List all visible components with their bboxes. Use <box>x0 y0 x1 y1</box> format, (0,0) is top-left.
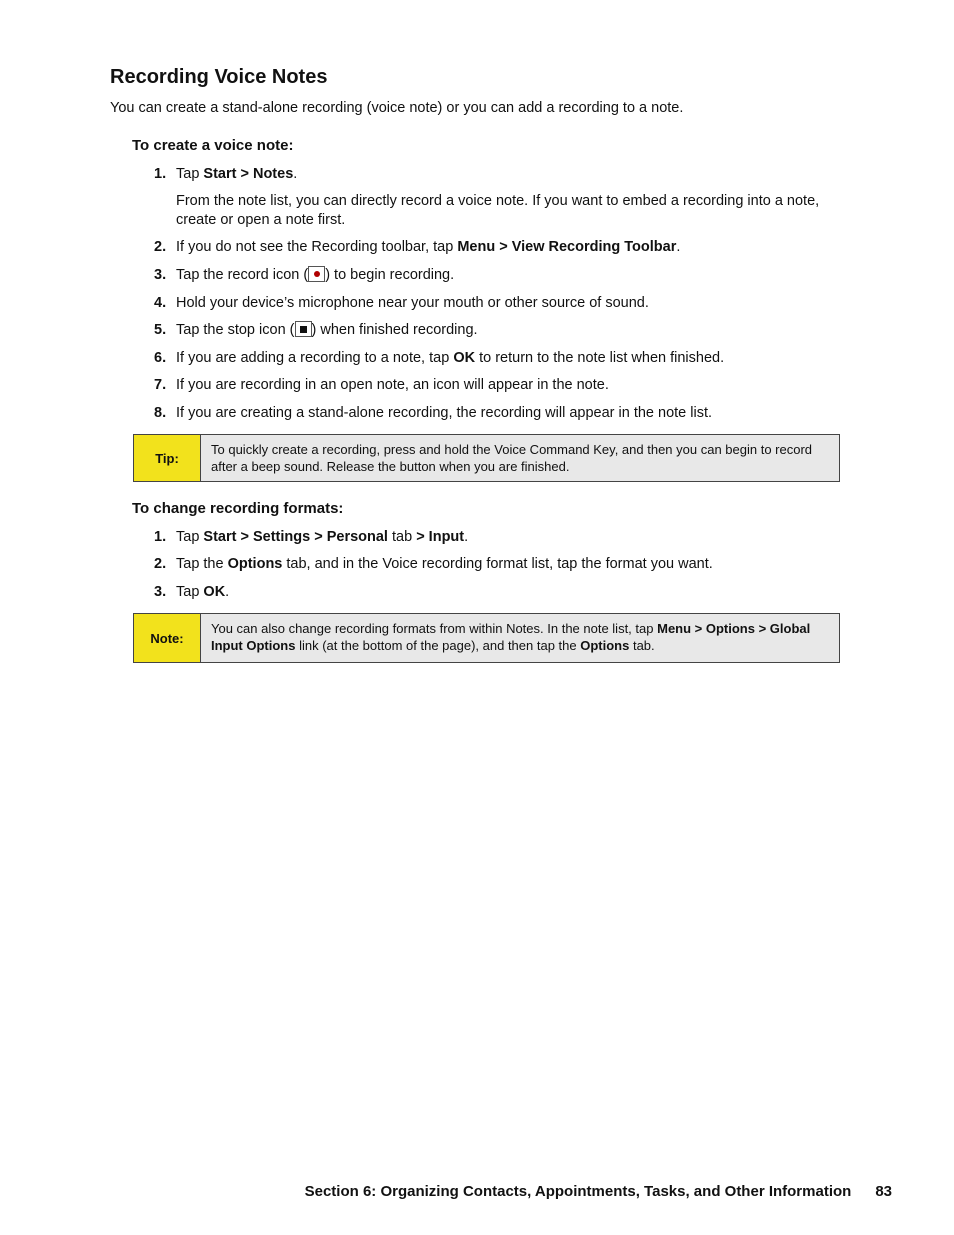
step-text: Tap Start > Notes. <box>176 166 298 182</box>
step-number: 1. <box>154 166 167 182</box>
tip-label: Tip: <box>134 435 201 481</box>
note-label: Note: <box>134 614 201 662</box>
record-icon <box>308 266 325 282</box>
step-number: 2. <box>154 239 167 255</box>
stop-icon <box>295 321 312 337</box>
tip-text: To quickly create a recording, press and hold the Voice Command Key, and then you can begin to record after a beep sound. Release the button when you are finished. <box>201 435 839 481</box>
page-number: 83 <box>875 1183 892 1200</box>
note-callout <box>133 613 840 663</box>
tip-callout <box>133 434 840 482</box>
note-text: You can also change recording formats from within Notes. In the note list, tap Menu > Options > Global Input Options link (at the bottom of the page), and then tap the Options tab. <box>201 614 839 662</box>
step-number: 7. <box>154 377 167 393</box>
step-text: Tap the record icon ( ) to begin recording. <box>176 267 455 283</box>
step-text: If you are creating a stand-alone recording, the recording will appear in the note list. <box>176 405 713 421</box>
page-footer <box>305 1183 892 1200</box>
step-number: 3. <box>154 267 167 283</box>
step-number: 3. <box>154 584 167 600</box>
footer-section-title: Section 6: Organizing Contacts, Appointments, Tasks, and Other Information <box>304 1183 852 1200</box>
step-text: Tap Start > Settings > Personal tab > Input. <box>176 529 469 545</box>
step-text: Hold your device’s microphone near your mouth or other source of sound. <box>176 295 649 311</box>
step-text: If you are adding a recording to a note, tap OK to return to the note list when finished. <box>176 350 725 366</box>
step-number: 2. <box>154 556 167 572</box>
step-number: 5. <box>154 322 167 338</box>
step-number: 1. <box>154 529 167 545</box>
step-text: Tap OK. <box>176 584 230 600</box>
step1-paragraph: From the note list, you can directly record a voice note. If you want to embed a recording into a note, create or open a note first. <box>176 193 820 228</box>
intro-paragraph: You can create a stand-alone recording (voice note) or you can add a recording to a note. <box>110 100 684 116</box>
section-heading-create: To create a voice note: <box>132 137 294 154</box>
step-number: 8. <box>154 405 167 421</box>
step-text: Tap the Options tab, and in the Voice recording format list, tap the format you want. <box>176 556 713 572</box>
step-text: Tap the stop icon ( ) when finished recording. <box>176 322 478 338</box>
step-number: 6. <box>154 350 167 366</box>
section-heading-formats: To change recording formats: <box>132 500 344 517</box>
step-number: 4. <box>154 295 167 311</box>
step-text: If you do not see the Recording toolbar, tap Menu > View Recording Toolbar. <box>176 239 681 255</box>
page-title: Recording Voice Notes <box>110 66 328 88</box>
step-text: If you are recording in an open note, an icon will appear in the note. <box>176 377 609 393</box>
